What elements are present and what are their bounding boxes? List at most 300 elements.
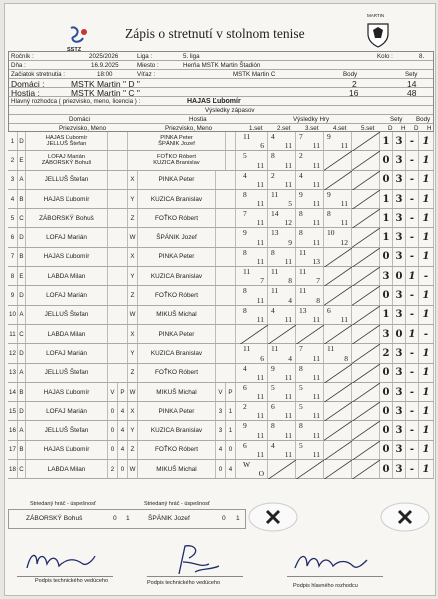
body-header: Body	[343, 71, 358, 78]
home-p: 4	[118, 402, 128, 420]
rocnik-label: Ročník :	[11, 53, 34, 60]
away-player-letter: W	[128, 383, 138, 401]
set-score-2	[268, 383, 296, 401]
set-home-points: 8	[271, 151, 275, 161]
set-away-points: 11	[256, 179, 264, 189]
liga-value: 5. liga	[183, 53, 200, 60]
set-away-points: 11	[312, 392, 320, 402]
set-score-5	[352, 228, 380, 246]
set-score-2	[268, 325, 296, 343]
away-p: 0	[226, 441, 236, 459]
home-player-name: HAJAS Ľubomír	[26, 248, 108, 266]
subs-away-p: 1	[236, 515, 240, 522]
set-home-points: 7	[243, 209, 247, 219]
spacer	[108, 228, 128, 246]
col-sety: Sety	[390, 116, 403, 123]
set-score-3	[296, 190, 324, 208]
sig-label-2: Podpis technického vedúceho	[147, 580, 221, 586]
set-score-5	[352, 209, 380, 227]
crossed-out-set-icon	[352, 460, 380, 479]
set-score-2	[268, 190, 296, 208]
set-score-1	[240, 228, 268, 246]
home-pair	[26, 151, 108, 169]
set-away-points: 11	[340, 141, 348, 151]
home-p: 4	[118, 441, 128, 459]
home-player-name: HAJAS Ľubomír	[45, 135, 88, 142]
set-away-points: 11	[284, 314, 292, 324]
home-player-letter: D	[18, 286, 26, 304]
home-player-name: LOFAJ Marián	[26, 228, 108, 246]
points-away: 1	[419, 132, 434, 150]
match-results-table	[8, 132, 434, 479]
set-score-3	[296, 171, 324, 189]
set-home-points: 9	[327, 189, 331, 199]
home-p: 4	[118, 421, 128, 439]
away-player-name: PINKA Peter	[138, 325, 216, 343]
set-home-points: 8	[299, 209, 303, 219]
crossed-out-set-icon	[352, 402, 380, 421]
set-score-2	[268, 171, 296, 189]
set-away-points: 11	[256, 372, 264, 382]
sets-away: 3	[393, 132, 406, 150]
set-score-2	[268, 421, 296, 439]
crossed-out-set-icon	[324, 286, 352, 305]
rozhodca-label: Hlavný rozhodca ( priezvisko, meno, licencia ) :	[11, 98, 141, 105]
home-player-name: HAJAS Ľubomír	[26, 383, 108, 401]
home-pair	[26, 132, 108, 150]
set-score-4	[324, 364, 352, 382]
set-score-3	[296, 228, 324, 246]
col-body: Body	[416, 116, 431, 123]
sets-away: 3	[393, 306, 406, 324]
home-player-letter: A	[18, 421, 26, 439]
vysledky-label: Výsledky zápasov	[205, 107, 255, 114]
set-home-points: 4	[299, 170, 303, 180]
away-pair	[128, 132, 226, 150]
sets-home: 3	[380, 325, 393, 343]
set-score-3	[296, 421, 324, 439]
match-number: 12	[8, 344, 18, 362]
match-number: 16	[8, 421, 18, 439]
vitaz-value: MSTK Martin C	[233, 71, 276, 78]
den-value: 16.9.2025	[91, 62, 119, 69]
table-row	[8, 402, 434, 421]
points-home: -	[406, 306, 419, 324]
sets-home: 1	[380, 306, 393, 324]
home-player-letter: D	[18, 228, 26, 246]
col-h-sety: H	[401, 125, 406, 132]
set-score-3	[296, 151, 324, 169]
match-number: 4	[8, 190, 18, 208]
rocnik-value: 2025/2026	[89, 53, 119, 60]
table-row	[8, 421, 434, 440]
col-set5: 5.set	[361, 125, 375, 132]
set-score-5	[352, 441, 380, 459]
set-away-points: 11	[340, 314, 348, 324]
home-player-name: JELLUŠ Štefan	[26, 306, 108, 324]
set-away-points: 11	[256, 295, 264, 305]
away-p: 1	[226, 402, 236, 420]
set-home-points: 4	[243, 170, 247, 180]
miesto-value: Herňa MSTK Martin Štadión	[183, 62, 261, 69]
set-home-points: 11	[271, 267, 279, 277]
sets-home: 0	[380, 364, 393, 382]
set-score-3	[296, 132, 324, 150]
set-score-2	[268, 364, 296, 382]
away-player-letter: Z	[128, 364, 138, 382]
crossed-out-set-icon	[324, 421, 352, 440]
page-title: Zápis o stretnutí v stolnom tenise	[125, 26, 305, 41]
crossed-out-set-icon	[324, 171, 352, 190]
set-away-points: 11	[312, 237, 320, 247]
sets-home: 0	[380, 441, 393, 459]
set-score-5	[352, 132, 380, 150]
set-home-points: 2	[271, 170, 275, 180]
match-number: 14	[8, 383, 18, 401]
points-home: -	[406, 132, 419, 150]
crossed-out-set-icon	[352, 364, 380, 383]
spacer	[108, 325, 128, 343]
set-away-points: 11	[284, 160, 292, 170]
away-player-letter: W	[128, 306, 138, 324]
set-away-points: 12	[340, 237, 348, 247]
set-away-points: 5	[288, 199, 292, 209]
home-player-letter: A	[18, 171, 26, 189]
away-player-letter: Y	[128, 421, 138, 439]
col-set3: 3.set	[305, 125, 319, 132]
away-player-letter: X	[128, 325, 138, 343]
crossed-out-set-icon	[324, 383, 352, 402]
set-home-points: 4	[271, 305, 275, 315]
away-player-name: PINKA Peter	[138, 248, 216, 266]
points-away: 1	[419, 306, 434, 324]
spacer	[108, 248, 128, 266]
sets-away: 3	[393, 248, 406, 266]
home-player-name: LABDA Milan	[26, 267, 108, 285]
set-score-3	[296, 306, 324, 324]
crossed-out-set-icon	[296, 460, 324, 479]
away-player-name: PINKA Peter	[138, 402, 216, 420]
away-player-letter: X	[128, 402, 138, 420]
sets-home: 1	[380, 190, 393, 208]
away-player-letter: Z	[128, 209, 138, 227]
set-home-points: 8	[243, 247, 247, 257]
away-player-letter: X	[128, 248, 138, 266]
away-player-name: KUZICA Branislav	[138, 190, 216, 208]
crossed-out-set-icon	[352, 306, 380, 325]
set-score-1	[240, 190, 268, 208]
set-score-5	[352, 286, 380, 304]
set-score-3	[296, 441, 324, 459]
set-away-points: 11	[284, 392, 292, 402]
sets-away: 3	[393, 344, 406, 362]
crossed-out-set-icon	[324, 267, 352, 286]
zaciatok-label: Začiatok stretnutia :	[11, 71, 65, 78]
sets-home: 0	[380, 460, 393, 478]
crossed-out-set-icon	[352, 325, 380, 344]
sets-away: 3	[393, 383, 406, 401]
crossed-out-set-icon	[352, 190, 380, 209]
spacer	[226, 151, 236, 169]
table-tennis-ball-stamp-icon-2	[379, 502, 431, 532]
points-home: -	[406, 402, 419, 420]
spacer	[216, 228, 236, 246]
set-home-points: 11	[299, 286, 307, 296]
set-home-points: 11	[243, 132, 251, 141]
set-score-5	[352, 248, 380, 266]
col-set4: 4.set	[333, 125, 347, 132]
crossed-out-set-icon	[240, 325, 268, 344]
spacer	[216, 344, 236, 362]
set-away-points: 6	[260, 141, 264, 151]
spacer	[108, 267, 128, 285]
sets-away: 3	[393, 228, 406, 246]
away-player-name: FOŤKO Róbert	[138, 441, 216, 459]
home-v: 2	[108, 460, 118, 478]
set-away-points: 11	[284, 411, 292, 421]
points-home: -	[406, 248, 419, 266]
home-player-letter: E	[18, 151, 26, 169]
away-player-name: KUZICA Branislav	[138, 421, 216, 439]
points-away: -	[419, 267, 434, 285]
set-score-3	[296, 209, 324, 227]
home-player-name: LOFAJ Marián	[47, 154, 86, 161]
set-score-1	[240, 344, 268, 362]
table-row	[8, 325, 434, 344]
away-player2-name: KUZICA Branislav	[153, 160, 200, 167]
home-player-letter: B	[18, 248, 26, 266]
away-player-name: MIKUŠ Michal	[138, 383, 216, 401]
hostia-sety: 48	[407, 88, 417, 98]
away-player-name: FOŤKO Róbert	[138, 364, 216, 382]
set-home-points: 5	[299, 402, 303, 412]
table-tennis-ball-stamp-icon	[247, 502, 299, 532]
set-score-5	[352, 364, 380, 382]
table-row	[8, 267, 434, 286]
home-player-letter: A	[18, 364, 26, 382]
set-home-points: 6	[243, 382, 247, 392]
sets-home: 3	[380, 267, 393, 285]
home-player-letter: B	[18, 190, 26, 208]
table-row	[8, 151, 434, 170]
points-home: 1	[406, 267, 419, 285]
match-number: 8	[8, 267, 18, 285]
set-home-points: 9	[243, 228, 247, 238]
home-player-letter: D	[18, 344, 26, 362]
col-set2: 2.set	[277, 125, 291, 132]
away-player-name: PINKA Peter	[138, 171, 216, 189]
set-home-points: 5	[299, 440, 303, 450]
vitaz-label: Víťaz :	[137, 71, 156, 78]
spacer	[108, 286, 128, 304]
away-v: 3	[216, 402, 226, 420]
set-score-2	[268, 441, 296, 459]
points-home: -	[406, 151, 419, 169]
spacer	[108, 209, 128, 227]
crossed-out-set-icon	[352, 383, 380, 402]
away-player-name: ŠPÁNIK Jozef	[138, 228, 216, 246]
set-away-points: 11	[256, 199, 264, 209]
sets-home: 0	[380, 248, 393, 266]
set-away-points: 9	[288, 237, 292, 247]
crossed-out-set-icon	[352, 248, 380, 267]
crossed-out-set-icon	[324, 151, 352, 170]
points-away: 1	[419, 228, 434, 246]
liga-label: Liga :	[137, 53, 153, 60]
set-away-points: 11	[312, 314, 320, 324]
points-home: -	[406, 190, 419, 208]
set-score-1	[240, 306, 268, 324]
sets-away: 3	[393, 364, 406, 382]
set-score-3	[296, 460, 324, 478]
set-home-points: 6	[327, 305, 331, 315]
sets-home: 1	[380, 209, 393, 227]
set-home-points: 4	[271, 132, 275, 141]
set-score-5	[352, 267, 380, 285]
away-p: 4	[226, 460, 236, 478]
set-score-4	[324, 132, 352, 150]
set-home-points: W	[243, 460, 251, 470]
set-score-4	[324, 267, 352, 285]
set-away-points: 11	[312, 199, 320, 209]
set-score-2	[268, 306, 296, 324]
crossed-out-set-icon	[352, 228, 380, 247]
set-score-4	[324, 151, 352, 169]
sety-header: Sety	[405, 71, 418, 78]
spacer	[226, 132, 236, 150]
set-home-points: 7	[299, 344, 303, 354]
points-away: 1	[419, 383, 434, 401]
crossed-out-set-icon	[324, 248, 352, 267]
crossed-out-set-icon	[352, 151, 380, 170]
martin-logo-text: MARTIN	[367, 13, 385, 18]
set-home-points: 8	[243, 189, 247, 199]
set-away-points: 11	[284, 372, 292, 382]
table-row	[8, 344, 434, 363]
set-home-points: 11	[243, 344, 251, 354]
away-v: 0	[216, 460, 226, 478]
sig-label-1: Podpis technického vedúceho	[35, 578, 109, 584]
crossed-out-set-icon	[352, 209, 380, 228]
match-number: 6	[8, 228, 18, 246]
set-away-points: 11	[312, 179, 320, 189]
away-leader-signature-icon	[165, 542, 225, 578]
set-away-points: 13	[312, 257, 320, 267]
set-home-points: 4	[271, 440, 275, 450]
home-player-letter: C	[18, 460, 26, 478]
set-away-points: 11	[284, 141, 292, 151]
sets-home: 0	[380, 421, 393, 439]
points-away: 1	[419, 151, 434, 169]
table-row	[8, 228, 434, 247]
set-score-1	[240, 421, 268, 439]
away-v: V	[216, 383, 226, 401]
sig-label-3: Podpis hlavného rozhodcu	[293, 583, 358, 589]
set-score-1	[240, 248, 268, 266]
set-away-points: 11	[312, 411, 320, 421]
points-away: 1	[419, 460, 434, 478]
table-row	[8, 364, 434, 383]
set-away-points: 11	[256, 160, 264, 170]
home-player-name: LABDA Milan	[26, 325, 108, 343]
spacer	[216, 171, 236, 189]
substitutes-section	[8, 501, 434, 531]
set-away-points: 6	[260, 353, 264, 363]
home-p: P	[118, 383, 128, 401]
set-away-points: 11	[312, 430, 320, 440]
away-player-letter: W	[128, 228, 138, 246]
col-d-body: D	[414, 125, 419, 132]
set-score-1	[240, 171, 268, 189]
set-home-points: 8	[271, 247, 275, 257]
spacer	[108, 151, 128, 169]
set-score-5	[352, 325, 380, 343]
zaciatok-value: 18:00	[97, 71, 113, 78]
set-score-4	[324, 421, 352, 439]
match-number: 15	[8, 402, 18, 420]
away-player-name: KUZICA Branislav	[138, 267, 216, 285]
set-score-3	[296, 344, 324, 362]
match-number: 5	[8, 209, 18, 227]
match-number: 18	[8, 460, 18, 478]
set-away-points: 4	[288, 353, 292, 363]
away-player-name: MIKUŠ Michal	[138, 306, 216, 324]
sets-away: 3	[393, 421, 406, 439]
set-home-points: 11	[271, 189, 279, 199]
set-away-points: 7	[260, 276, 264, 286]
points-away: 1	[419, 171, 434, 189]
set-score-4	[324, 460, 352, 478]
set-score-5	[352, 460, 380, 478]
set-home-points: 5	[243, 151, 247, 161]
hostia-team: MSTK Martin " C "	[71, 88, 140, 98]
set-score-1	[240, 383, 268, 401]
set-score-4	[324, 286, 352, 304]
spacer	[216, 364, 236, 382]
home-player-name: JELLUŠ Štefan	[26, 421, 108, 439]
subs-home-name: ZÁBORSKÝ Bohuš	[26, 515, 83, 522]
table-row	[8, 171, 434, 190]
domaci-team: MSTK Martin " D "	[71, 79, 140, 89]
points-away: 1	[419, 248, 434, 266]
set-score-3	[296, 267, 324, 285]
set-home-points: 9	[299, 189, 303, 199]
points-home: -	[406, 441, 419, 459]
away-player-name: FOŤKO Róbert	[157, 154, 196, 161]
set-away-points: 8	[288, 276, 292, 286]
set-score-4	[324, 248, 352, 266]
table-row	[8, 383, 434, 402]
set-score-4	[324, 441, 352, 459]
set-home-points: 4	[243, 363, 247, 373]
sets-away: 3	[393, 209, 406, 227]
spacer	[108, 190, 128, 208]
points-away: 1	[419, 190, 434, 208]
sets-home: 2	[380, 344, 393, 362]
sets-away: 3	[393, 402, 406, 420]
home-v: 0	[108, 402, 118, 420]
match-number: 11	[8, 325, 18, 343]
set-score-4	[324, 228, 352, 246]
home-player-letter: C	[18, 325, 26, 343]
match-number: 7	[8, 248, 18, 266]
subs-away-name: ŠPÁNIK Jozef	[148, 515, 190, 522]
set-home-points: 8	[299, 228, 303, 238]
set-score-1	[240, 325, 268, 343]
match-number: 13	[8, 364, 18, 382]
set-home-points: 5	[299, 382, 303, 392]
hostia-body: 16	[349, 88, 359, 98]
